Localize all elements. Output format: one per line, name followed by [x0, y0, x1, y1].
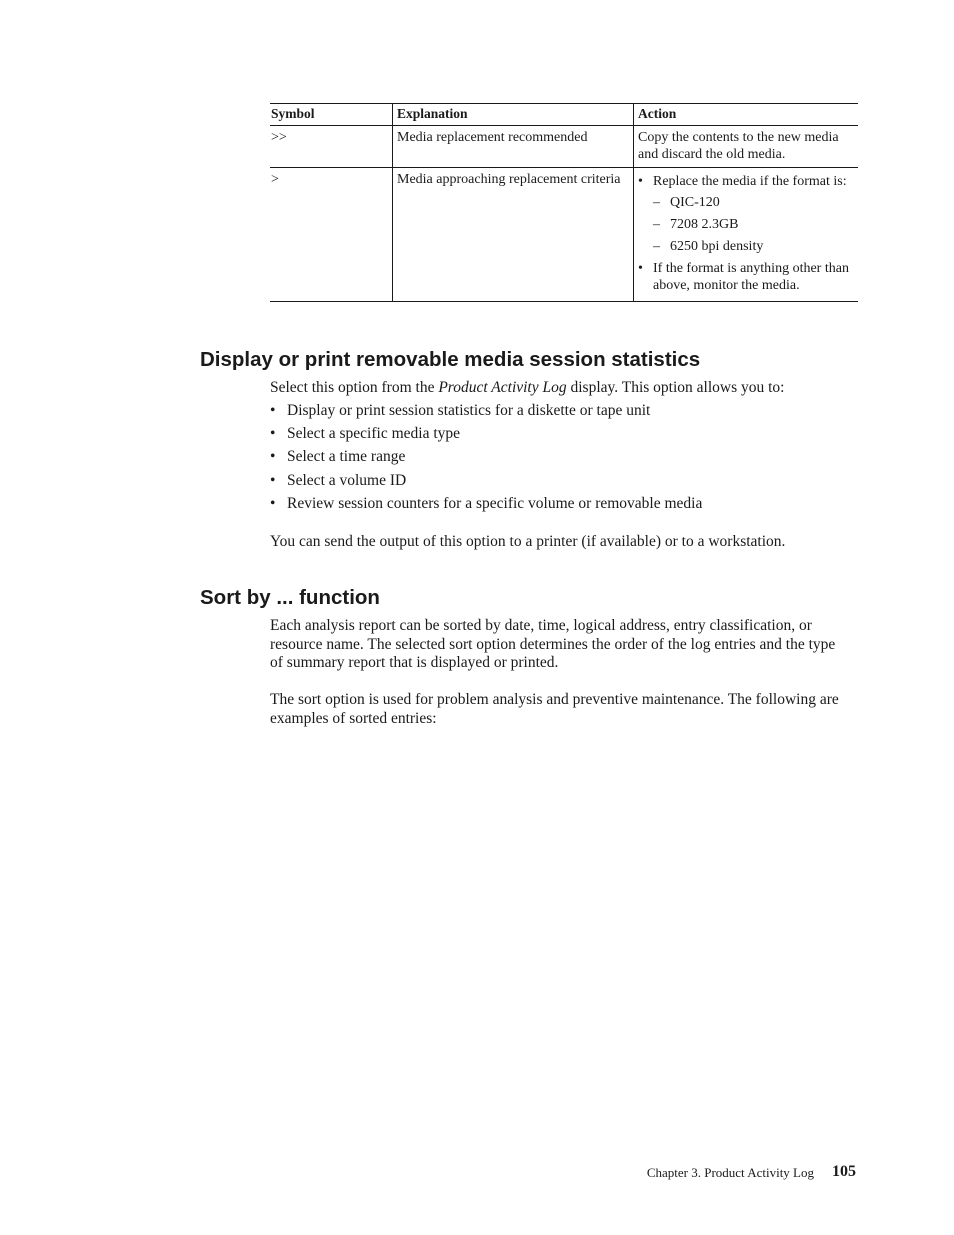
cell-action [634, 168, 859, 302]
list-item: • Select a time range [270, 448, 702, 471]
paragraph: The sort option is used for problem analysis and preventive maintenance. The following are examples of sorted entries: [270, 691, 839, 727]
footer-chapter: Chapter 3. Product Activity Log [646, 1165, 814, 1180]
cell-symbol: >> [270, 126, 393, 168]
option-list [270, 402, 702, 518]
section-heading: Sort by ... function [200, 586, 380, 609]
action-list [638, 173, 854, 294]
page-number: 105 [832, 1163, 856, 1180]
table-header-row [270, 104, 858, 126]
cell-action: Copy the contents to the new media and discard the old media. [634, 126, 859, 168]
intro-text: display. This option allows you to: [566, 379, 785, 396]
header-explanation: Explanation [393, 104, 634, 126]
list-item: • Select a specific media type [270, 425, 702, 448]
list-item: – QIC-120 [653, 194, 854, 211]
header-action: Action [634, 104, 859, 126]
list-item: • Select a volume ID [270, 472, 702, 495]
list-item: • If the format is anything other than above, monitor the media. [638, 260, 854, 294]
intro-italic: Product Activity Log [438, 379, 567, 396]
action-bullet-text: Replace the media if the format is: [653, 174, 847, 189]
symbol-table [270, 103, 858, 302]
paragraph: Each analysis report can be sorted by date, time, logical address, entry classification, or resource name. The selected sort option determines the order of the log entries and the type of summary report that is displayed or printed. [270, 617, 836, 671]
table-row [270, 168, 858, 302]
section-heading: Display or print removable media session statistics [200, 348, 701, 371]
list-item: – 7208 2.3GB [653, 216, 854, 233]
header-symbol: Symbol [270, 104, 393, 126]
intro-text: Select this option from the [270, 379, 439, 396]
cell-explanation: Media replacement recommended [393, 126, 634, 168]
table-row [270, 126, 858, 168]
section-intro [270, 379, 858, 398]
list-item: • Review session counters for a specific volume or removable media [270, 495, 702, 518]
cell-symbol: > [270, 168, 393, 302]
list-item: – 6250 bpi density [653, 238, 854, 255]
list-item: • Display or print session statistics for a diskette or tape unit [270, 402, 702, 425]
list-item [638, 173, 854, 255]
paragraph: You can send the output of this option to a printer (if available) or to a workstation. [270, 533, 786, 550]
cell-explanation: Media approaching replacement criteria [393, 168, 634, 302]
format-list [653, 194, 854, 255]
